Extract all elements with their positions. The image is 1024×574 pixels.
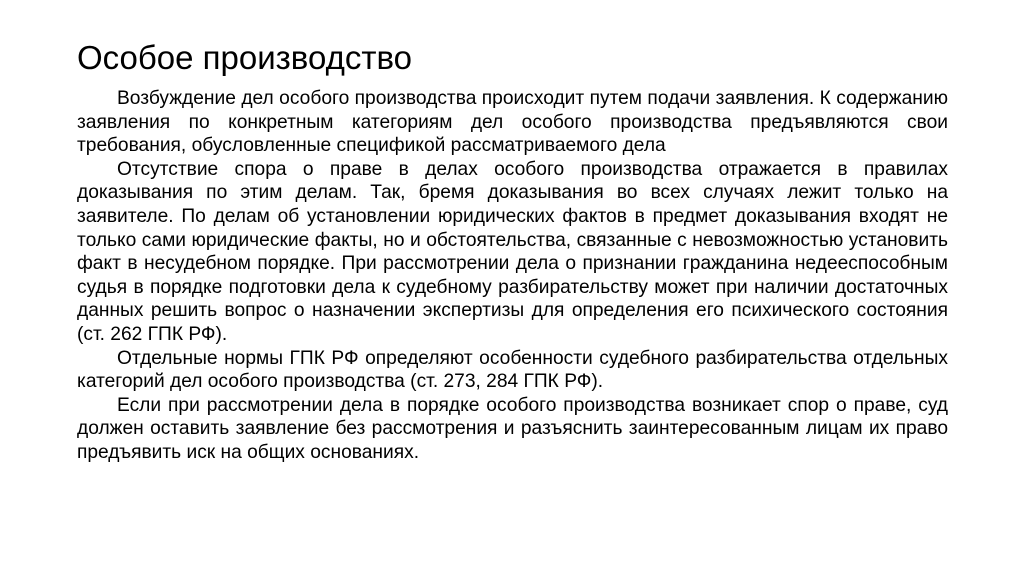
paragraph-burden-of-proof: Отсутствие спора о праве в делах особого производства отражается в правилах доказывания по этим делам. Так, бремя доказывания во всех случаях лежит только на заявителе. По делам об установлении юридических фактов в предмет доказывания входят не только сами юридические факты, но и обстоятельства, связанные с невозможностью установить факт в несудебном порядке. При рассмотрении дела о признании гражданина недееспособным судья в порядке подготовки дела к судебному разбирательству может при наличии достаточных данных решить вопрос о назначении экспертизы для определения его психического состояния (ст. 262 ГПК РФ). [77, 158, 948, 345]
paragraph-special-norms: Отдельные нормы ГПК РФ определяют особенности судебного разбирательства отдельных категорий дел особого производства (ст. 273, 284 ГПК РФ). [77, 347, 948, 393]
slide-title: Особое производство [77, 39, 412, 76]
slide-body [77, 87, 948, 465]
paragraph-dispute-about-right: Если при рассмотрении дела в порядке особого производства возникает спор о праве, суд должен оставить заявление без рассмотрения и разъяснить заинтересованным лицам их право предъявить иск на общих основаниях. [77, 394, 948, 463]
paragraph-initiation: Возбуждение дел особого производства происходит путем подачи заявления. К содержанию заявления по конкретным категориям дел особого производства предъявляются свои требования, обусловленные спецификой рассматриваемого дела [77, 88, 948, 157]
